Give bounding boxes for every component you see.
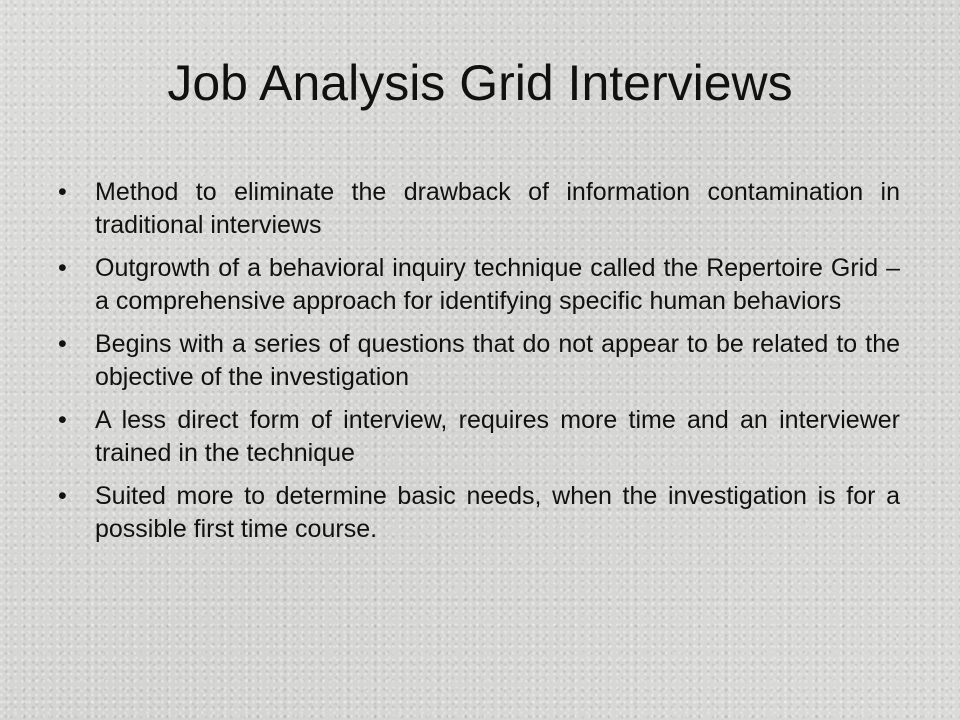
- bullet-text: A less direct form of interview, requires more time and an interviewer trained in the technique: [95, 406, 900, 467]
- slide-title: Job Analysis Grid Interviews: [167, 55, 793, 111]
- bullet-item: [58, 252, 900, 318]
- bullet-dot-icon: •: [58, 178, 67, 206]
- bullet-text: Outgrowth of a behavioral inquiry technique called the Repertoire Grid – a comprehensive approach for identifying specific human behaviors: [95, 254, 900, 315]
- bullet-dot-icon: •: [58, 330, 67, 358]
- bullet-item: [58, 480, 900, 546]
- bullet-text: Suited more to determine basic needs, when the investigation is for a possible first time course.: [95, 482, 900, 543]
- bullet-text: Method to eliminate the drawback of information contamination in traditional interviews: [95, 178, 900, 239]
- bullet-item: [58, 176, 900, 242]
- bullet-text: Begins with a series of questions that do not appear to be related to the objective of the investigation: [95, 330, 900, 391]
- bullet-dot-icon: •: [58, 406, 67, 434]
- bullet-item: [58, 328, 900, 394]
- bullet-dot-icon: •: [58, 482, 67, 510]
- bullet-dot-icon: •: [58, 254, 67, 282]
- bullet-item: [58, 404, 900, 470]
- bullet-list: [58, 176, 900, 556]
